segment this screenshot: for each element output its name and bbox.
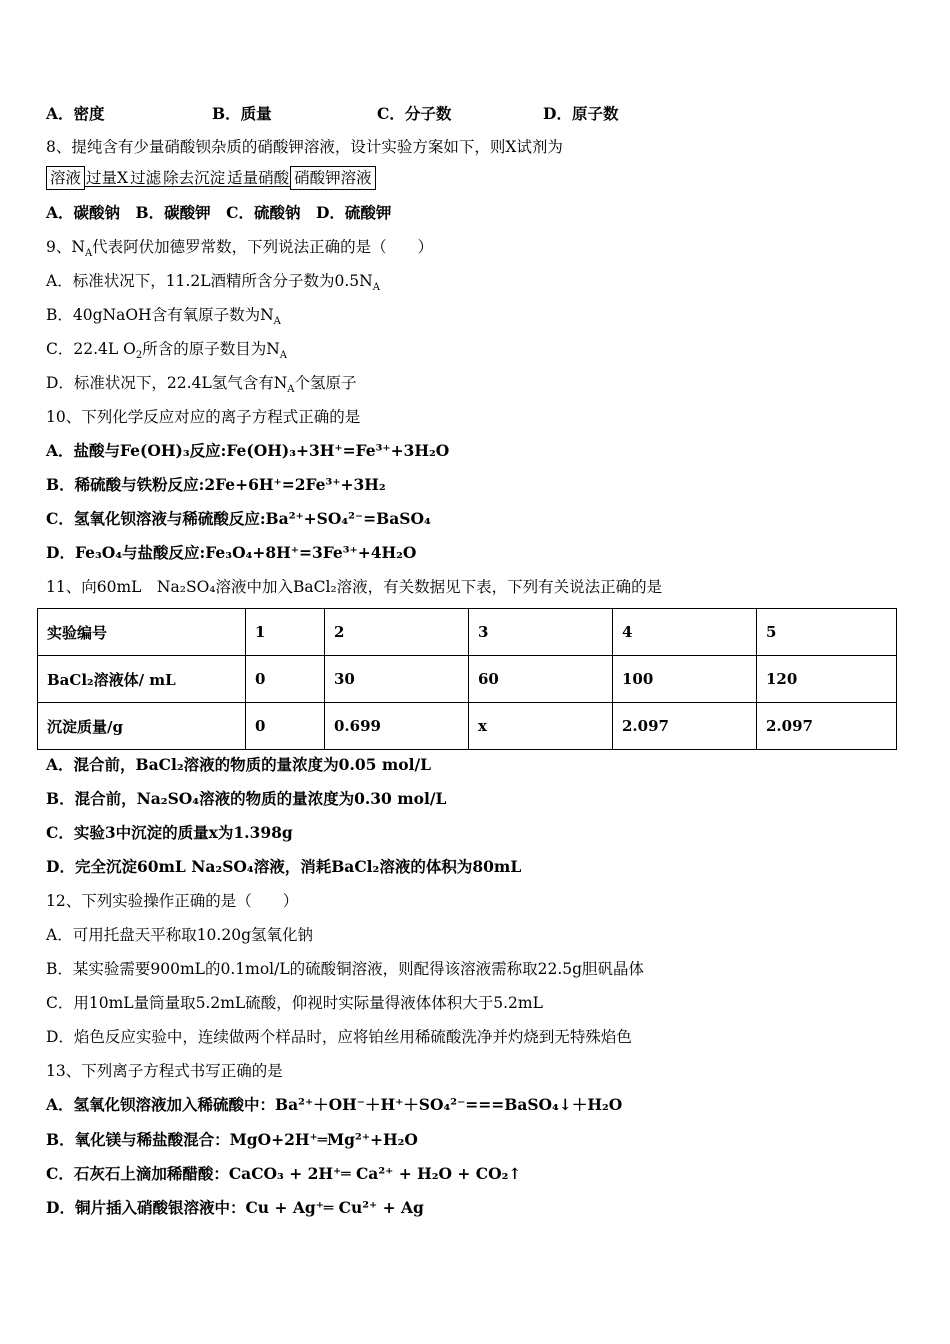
q9-option-d-sub: A [287, 384, 295, 396]
table-cell: 5 [757, 609, 897, 656]
q9-stem-prefix: 9、N [46, 238, 85, 256]
table-cell: 2.097 [613, 703, 757, 750]
q9-option-b-sub: A [273, 316, 281, 328]
q10-option-c: C．氢氧化钡溶液与稀硫酸反应:Ba²⁺+SO₄²⁻=BaSO₄ [46, 509, 431, 528]
q8-stem: 8、提纯含有少量硝酸钡杂质的硝酸钾溶液，设计实验方案如下，则X试剂为 [46, 138, 563, 156]
table-cell: 2.097 [757, 703, 897, 750]
flow-step-1 [85, 168, 129, 188]
table-cell: 0.699 [325, 703, 469, 750]
q9-option-d-pre: D．标准状况下，22.4L氢气含有N [46, 374, 288, 392]
table-row [38, 609, 897, 656]
q9-option-b [46, 305, 281, 328]
q11-option-c: C．实验3中沉淀的质量x为1.398g [46, 823, 293, 842]
q10-option-b: B．稀硫酸与铁粉反应:2Fe+6H⁺=2Fe³⁺+3H₂ [46, 475, 386, 494]
q9-option-a-sub: A [372, 282, 380, 294]
q7-option-c: C．分子数 [377, 104, 452, 123]
q9-option-c [46, 339, 287, 362]
flow-start-box: 溶液 [46, 166, 85, 190]
table-cell: 2 [325, 609, 469, 656]
q8-options: A．碳酸钠 B．碳酸钾 C．硫酸钠 D．硫酸钾 [46, 203, 392, 222]
q12-option-a: A．可用托盘天平称取10.20g氢氧化钠 [46, 926, 313, 944]
table-row [38, 656, 897, 703]
table-cell: BaCl₂溶液体/ mL [38, 656, 246, 703]
q9-option-c-o2-sub: 2 [135, 350, 143, 362]
q8-flow-diagram [46, 166, 376, 190]
q11-option-d: D．完全沉淀60mL Na₂SO₄溶液，消耗BaCl₂溶液的体积为80mL [46, 857, 522, 876]
table-cell: x [469, 703, 613, 750]
arrow-icon [162, 186, 226, 187]
table-cell: 1 [246, 609, 325, 656]
q9-option-d [46, 373, 357, 396]
q12-option-d: D．焰色反应实验中，连续做两个样品时，应将铂丝用稀硫酸洗净并灼烧到无特殊焰色 [46, 1028, 632, 1046]
q13-option-c: C．石灰石上滴加稀醋酸：CaCO₃ + 2H⁺═ Ca²⁺ + H₂O + CO₂↑ [46, 1164, 522, 1183]
q9-option-a-text: A．标准状况下，11.2L酒精所含分子数为0.5N [46, 272, 373, 290]
table-cell: 120 [757, 656, 897, 703]
flow-step-1-label: 过量X [86, 169, 129, 187]
table-row [38, 703, 897, 750]
q11-stem: 11、向60mL Na₂SO₄溶液中加入BaCl₂溶液，有关数据见下表，下列有关说法正确的是 [46, 578, 663, 596]
q9-stem-suffix: 代表阿伏加德罗常数，下列说法正确的是（ ） [92, 238, 434, 256]
table-cell: 0 [246, 703, 325, 750]
flow-end-box: 硝酸钾溶液 [290, 166, 376, 190]
table-cell: 0 [246, 656, 325, 703]
table-cell: 沉淀质量/g [38, 703, 246, 750]
q7-option-a: A．密度 [46, 104, 105, 123]
flow-step-3-label: 除去沉淀 [163, 169, 226, 187]
flow-step-3 [162, 168, 226, 188]
q9-option-c-mid: 所含的原子数目为N [142, 340, 280, 358]
q12-stem: 12、下列实验操作正确的是（ ） [46, 892, 299, 910]
q12-option-b: B．某实验需要900mL的0.1mol/L的硫酸铜溶液，则配得该溶液需称取22.5g胆矾晶体 [46, 960, 645, 978]
arrow-icon [226, 186, 290, 187]
q9-option-d-post: 个氢原子 [294, 374, 357, 392]
flow-step-2 [129, 168, 162, 188]
q10-option-d: D．Fe₃O₄与盐酸反应:Fe₃O₄+8H⁺=3Fe³⁺+4H₂O [46, 543, 417, 562]
q9-stem [46, 237, 434, 260]
table-cell: 4 [613, 609, 757, 656]
flow-step-2-label: 过滤 [130, 169, 162, 187]
q9-option-a [46, 271, 380, 294]
q7-option-d: D．原子数 [543, 104, 619, 123]
q10-stem: 10、下列化学反应对应的离子方程式正确的是 [46, 408, 361, 426]
table-cell: 60 [469, 656, 613, 703]
q11-option-b: B．混合前，Na₂SO₄溶液的物质的量浓度为0.30 mol/L [46, 789, 447, 808]
q11-data-table [37, 608, 897, 750]
q13-stem: 13、下列离子方程式书写正确的是 [46, 1062, 283, 1080]
q13-option-a: A．氢氧化钡溶液加入稀硫酸中：Ba²⁺＋OH⁻＋H⁺＋SO₄²⁻===BaSO₄↓＋H₂O [46, 1095, 623, 1114]
arrow-icon [85, 186, 129, 187]
table-cell: 3 [469, 609, 613, 656]
flow-step-4-label: 适量硝酸 [227, 169, 290, 187]
q9-option-b-text: B．40gNaOH含有氧原子数为N [46, 306, 274, 324]
q10-option-a: A．盐酸与Fe(OH)₃反应:Fe(OH)₃+3H⁺=Fe³⁺+3H₂O [46, 441, 450, 460]
flow-step-4 [226, 168, 290, 188]
table-cell: 实验编号 [38, 609, 246, 656]
arrow-icon [129, 186, 162, 187]
q7-option-b: B．质量 [212, 104, 272, 123]
q9-option-c-pre: C．22.4L O [46, 340, 136, 358]
q9-stem-sub: A [84, 248, 93, 260]
q13-option-b: B．氧化镁与稀盐酸混合：MgO+2H⁺═Mg²⁺+H₂O [46, 1130, 418, 1149]
q13-option-d: D．铜片插入硝酸银溶液中：Cu + Ag⁺═ Cu²⁺ + Ag [46, 1198, 424, 1217]
table-cell: 30 [325, 656, 469, 703]
table-cell: 100 [613, 656, 757, 703]
q12-option-c: C．用10mL量筒量取5.2mL硫酸，仰视时实际量得液体体积大于5.2mL [46, 994, 543, 1012]
q9-option-c-sub: A [279, 350, 287, 362]
q11-option-a: A．混合前，BaCl₂溶液的物质的量浓度为0.05 mol/L [46, 755, 432, 774]
